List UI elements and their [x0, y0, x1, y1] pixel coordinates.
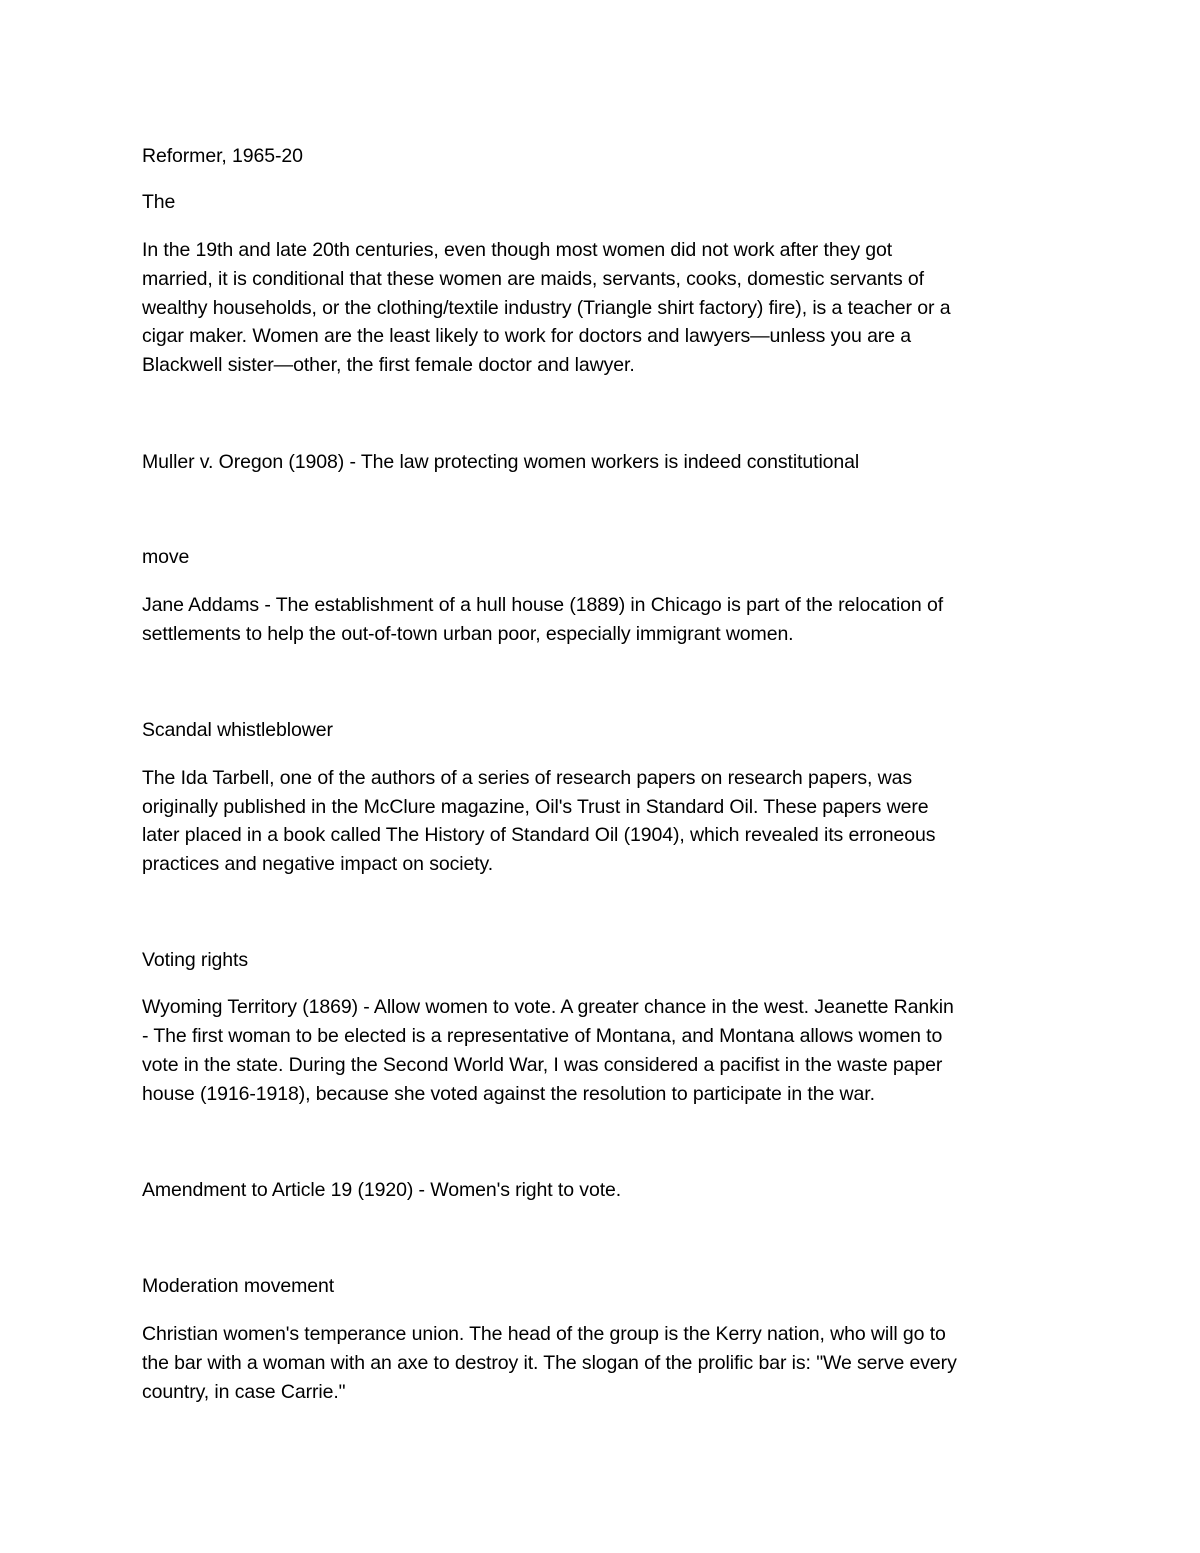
paragraph-line: - The first woman to be elected is a representative of Montana, and Montana allows women to — [142, 1025, 943, 1047]
paragraph-line: originally published in the McClure magazine, Oil's Trust in Standard Oil. These papers were — [142, 796, 929, 818]
paragraph-line: later placed in a book called The History of Standard Oil (1904), which revealed its erroneous — [142, 824, 936, 846]
paragraph-line: vote in the state. During the Second World War, I was considered a pacifist in the waste paper — [142, 1054, 943, 1076]
paragraph-line: wealthy households, or the clothing/textile industry (Triangle shirt factory) fire), is a teacher or a — [142, 297, 951, 319]
paragraph-line: Blackwell sister—other, the first female doctor and lawyer. — [142, 354, 635, 376]
paragraph-line: practices and negative impact on society. — [142, 853, 494, 875]
paragraph-line: Jane Addams - The establishment of a hull house (1889) in Chicago is part of the relocation of — [142, 594, 944, 616]
paragraph-line: house (1916-1918), because she voted against the resolution to participate in the war. — [142, 1083, 875, 1105]
section-heading: Voting rights — [142, 949, 249, 971]
amendment-line: Amendment to Article 19 (1920) - Women's right to vote. — [142, 1179, 622, 1201]
paragraph-line: the bar with a woman with an axe to destroy it. The slogan of the prolific bar is: "We serve every — [142, 1352, 957, 1374]
section-heading: Scandal whistleblower — [142, 719, 333, 741]
paragraph-line: The Ida Tarbell, one of the authors of a series of research papers on research papers, was — [142, 767, 913, 789]
paragraph-line: country, in case Carrie." — [142, 1381, 346, 1403]
paragraph-line: settlements to help the out-of-town urban poor, especially immigrant women. — [142, 623, 794, 645]
muller-line: Muller v. Oregon (1908) - The law protecting women workers is indeed constitutional — [142, 451, 860, 473]
paragraph-line: Christian women's temperance union. The head of the group is the Kerry nation, who will go to — [142, 1323, 946, 1345]
paragraph-line: Wyoming Territory (1869) - Allow women to vote. A greater chance in the west. Jeanette Rankin — [142, 996, 954, 1018]
section-heading: Moderation movement — [142, 1275, 335, 1297]
paragraph-line: In the 19th and late 20th centuries, even though most women did not work after they got — [142, 239, 893, 261]
section-label: The — [142, 191, 176, 213]
document-title: Reformer, 1965-20 — [142, 145, 303, 167]
paragraph-line: married, it is conditional that these women are maids, servants, cooks, domestic servants of — [142, 268, 924, 290]
paragraph-line: cigar maker. Women are the least likely to work for doctors and lawyers—unless you are a — [142, 325, 912, 347]
section-heading: move — [142, 546, 190, 568]
